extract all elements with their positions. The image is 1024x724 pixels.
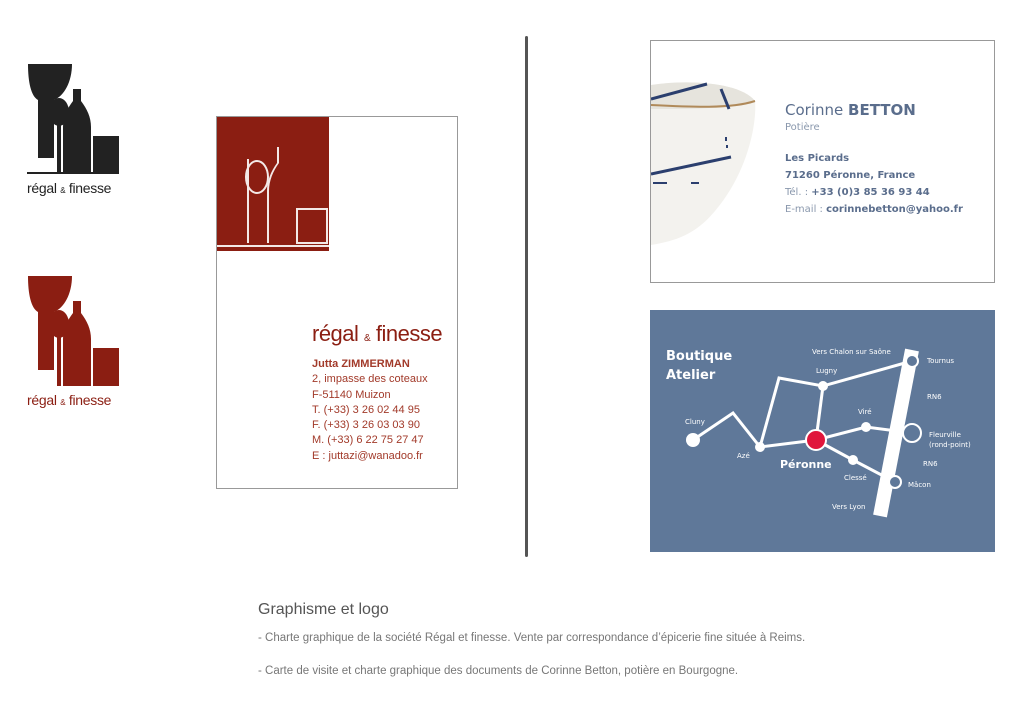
label-macon: Mâcon: [908, 481, 931, 489]
label-fleurville: Fleurville: [929, 431, 961, 439]
phone: Tél. : +33 (0)3 85 36 93 44: [785, 187, 930, 198]
job-title: Potière: [785, 122, 820, 133]
fax: F. (+33) 3 26 03 03 90: [312, 419, 420, 432]
email: E : juttazi@wanadoo.fr: [312, 449, 423, 462]
label-peronne: Péronne: [780, 458, 832, 471]
label-lugny: Lugny: [816, 367, 838, 375]
regal-business-card: [216, 116, 458, 489]
label-rn6: RN6: [927, 393, 942, 401]
contact-name: Corinne BETTON: [785, 101, 916, 119]
node-aze: [755, 442, 765, 452]
address-line: 2, impasse des coteaux: [312, 373, 428, 386]
address-line: F-51140 Muizon: [312, 388, 391, 401]
card-brand: régal & finesse: [312, 321, 443, 346]
label-aze: Azé: [737, 452, 750, 460]
map-title: Boutique: [666, 349, 733, 364]
caption-line: - Carte de visite et charte graphique des documents de Corinne Betton, potière en Bourgogne.: [258, 665, 739, 677]
address-line: Les Picards: [785, 153, 850, 164]
logo-red: [27, 276, 122, 408]
section-heading: Graphisme et logo: [258, 601, 389, 618]
email: E-mail : corinnebetton@yahoo.fr: [785, 204, 963, 215]
map-title: Atelier: [666, 368, 716, 383]
label-chalon: Vers Chalon sur Saône: [812, 348, 891, 356]
logo-wordmark: régal & finesse: [27, 180, 112, 196]
node-fleurville: [903, 424, 921, 442]
node-tournus: [906, 355, 918, 367]
node-macon: [889, 476, 901, 488]
road: [693, 361, 912, 447]
location-map-card: [650, 310, 995, 552]
logo-mark-icon: [217, 117, 329, 251]
route-map: [650, 310, 995, 552]
betton-business-card: [650, 40, 995, 283]
label-lyon: Vers Lyon: [832, 503, 866, 511]
logo-black: [27, 64, 122, 196]
logo-mark-icon: [27, 64, 119, 174]
label-tournus: Tournus: [927, 357, 955, 365]
logo-mark-icon: [27, 276, 119, 386]
bowl-image: [651, 79, 761, 249]
label-rn6: RN6: [923, 460, 938, 468]
contact-name: Jutta ZIMMERMAN: [312, 358, 410, 370]
vertical-divider: [525, 36, 528, 557]
address-line: 71260 Péronne, France: [785, 170, 916, 181]
label-clesse: Clessé: [844, 474, 867, 482]
label-cluny: Cluny: [685, 418, 705, 426]
node-vire: [861, 422, 871, 432]
caption-line: - Charte graphique de la société Régal et finesse. Vente par correspondance d’épicerie fine située à Reims.: [258, 632, 806, 644]
logo-wordmark: régal & finesse: [27, 392, 112, 408]
node-peronne: [806, 430, 826, 450]
label-fleurville-sub: (rond-point): [929, 441, 971, 449]
phone: T. (+33) 3 26 02 44 95: [312, 403, 420, 416]
node-cluny: [686, 433, 700, 447]
node-lugny: [818, 381, 828, 391]
mobile: M. (+33) 6 22 75 27 47: [312, 434, 424, 447]
node-clesse: [848, 455, 858, 465]
label-vire: Viré: [858, 408, 872, 416]
